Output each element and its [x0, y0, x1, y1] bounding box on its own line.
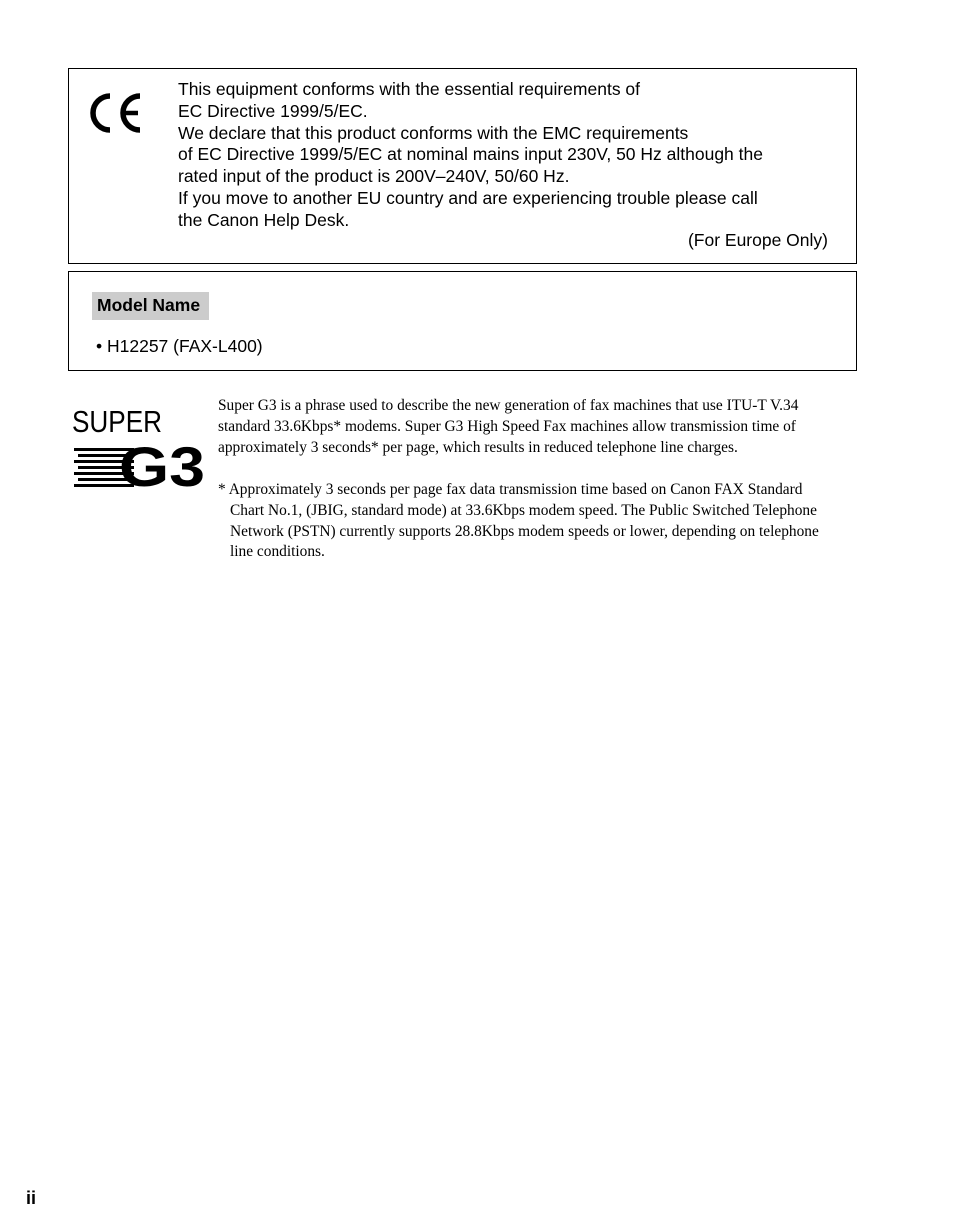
page-number: ii — [26, 1188, 37, 1208]
super-g3-description-line: standard 33.6Kbps* modems. Super G3 High Speed Fax machines allow transmission time of — [218, 417, 796, 435]
footnote-line: * Approximately 3 seconds per page fax data transmission time based on Canon FAX Standard — [218, 480, 803, 498]
footnote-line: Chart No.1, (JBIG, standard mode) at 33.6Kbps modem speed. The Public Switched Telephone — [230, 501, 817, 519]
super-g3-logo-icon — [72, 404, 206, 488]
ce-notice-line: rated input of the product is 200V–240V, 50/60 Hz. — [178, 166, 570, 187]
ce-notice-line: of EC Directive 1999/5/EC at nominal mains input 230V, 50 Hz although the — [178, 144, 763, 165]
ce-notice-text — [178, 79, 828, 232]
ce-notice-line: EC Directive 1999/5/EC. — [178, 100, 368, 121]
footnote-line: Network (PSTN) currently supports 28.8Kbps modem speeds or lower, depending on telephone — [230, 522, 819, 540]
ce-compliance-box — [68, 68, 857, 264]
model-name-item: • H12257 (FAX-L400) — [96, 336, 263, 356]
super-g3-logo-super: SUPER — [72, 404, 162, 439]
ce-mark-icon — [89, 91, 145, 135]
super-g3-description-line: Super G3 is a phrase used to describe the new generation of fax machines that use ITU-T V.34 — [218, 397, 799, 414]
super-g3-logo-g3: G3 — [119, 435, 205, 488]
super-g3-footnote — [218, 480, 898, 564]
model-name-heading: Model Name — [92, 292, 209, 320]
ce-notice-line: This equipment conforms with the essential requirements of — [178, 79, 641, 99]
ce-notice-line: We declare that this product conforms with the EMC requirements — [178, 122, 689, 143]
super-g3-description — [218, 396, 898, 563]
ce-notice-line: If you move to another EU country and are experiencing trouble please call — [178, 187, 758, 208]
super-g3-description-line: approximately 3 seconds* per page, which results in reduced telephone line charges. — [218, 438, 738, 456]
footnote-line: line conditions. — [230, 543, 325, 561]
ce-notice-line: the Canon Help Desk. — [178, 209, 350, 230]
model-name-box — [68, 271, 857, 371]
region-note: (For Europe Only) — [687, 230, 828, 250]
